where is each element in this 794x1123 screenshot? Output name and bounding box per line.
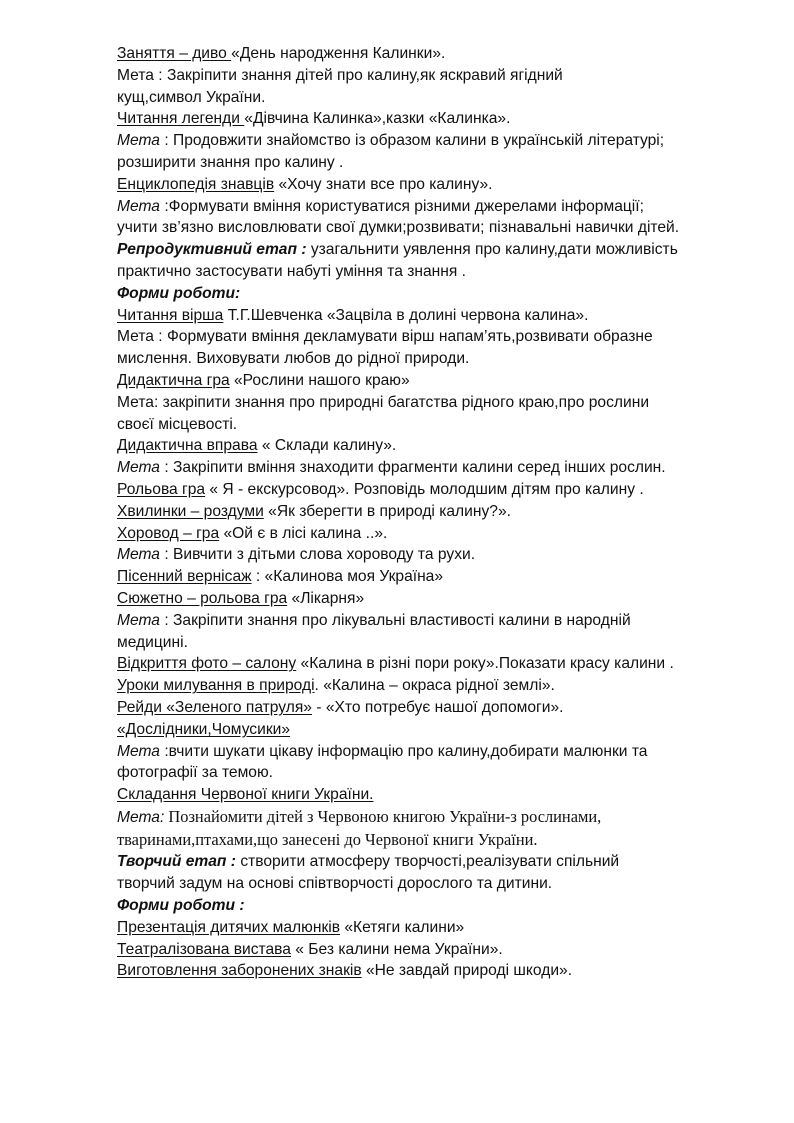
text-run: Т.Г.Шевченка «Зацвіла в долині червона калина».	[223, 306, 589, 324]
text-run: «Лікарня»	[287, 589, 365, 607]
goal-label: Мета	[117, 132, 160, 150]
text-run: Мета : Формувати вміння декламувати вірш напам’ять,розвивати образне	[117, 328, 653, 346]
text-line	[117, 851, 757, 873]
text-run: практично застосувати набуті уміння та знання .	[117, 262, 467, 280]
section-heading: Пісенний вернісаж	[117, 568, 252, 586]
section-heading: Рольова гра	[117, 480, 206, 498]
text-line	[117, 501, 757, 523]
text-run: :вчити шукати цікаву інформацію про калину,добирати малюнки та	[159, 742, 648, 760]
text-line	[117, 719, 757, 741]
text-run: творчий задум на основі співтворчості дорослого та дитини.	[117, 875, 553, 893]
section-heading: Складання Червоної книги України.	[117, 786, 374, 804]
text-line	[117, 829, 757, 852]
text-line	[117, 523, 757, 545]
section-heading: Читання вірша	[117, 306, 224, 324]
stage-heading: Форми роботи :	[117, 897, 245, 915]
text-run: розширити знання про калину .	[117, 153, 344, 171]
text-line	[117, 196, 757, 218]
text-run: : Продовжити знайомство із образом калини в українській літературі;	[159, 132, 665, 150]
section-heading: «Дослідники,Чомусики»	[117, 720, 291, 738]
section-heading: Уроки милування в природі	[117, 677, 315, 695]
section-heading: Відкриття фото – салону	[117, 655, 297, 673]
text-run: створити атмосферу творчості,реалізувати спільний	[235, 853, 620, 871]
text-run: фотографії за темою.	[117, 764, 274, 782]
goal-label: Мета	[117, 742, 160, 760]
text-line	[117, 348, 757, 370]
text-line	[117, 653, 757, 675]
text-line	[117, 566, 757, 588]
text-run: : Закріпити вміння знаходити фрагменти калини серед інших рослин.	[159, 459, 666, 477]
section-heading: Енциклопедія знавців	[117, 175, 275, 193]
text-run: : «Калинова моя Україна»	[251, 568, 444, 586]
section-heading: Дидактична гра	[117, 371, 230, 389]
text-line	[117, 435, 757, 457]
text-run: :Формувати вміння користуватися різними джерелами інформації;	[159, 197, 644, 215]
section-heading: Заняття – диво	[117, 45, 232, 62]
text-run: учити зв’язно висловлювати свої думки;розвивати; пізнавальні навички дітей.	[117, 219, 680, 237]
text-line	[117, 65, 757, 87]
text-run: : Закріпити знання про лікувальні властивості калини в народній	[159, 611, 631, 629]
text-line	[117, 261, 757, 283]
text-line	[117, 392, 757, 414]
section-heading: Сюжетно – рольова гра	[117, 589, 288, 607]
section-heading: Хоровод – гра	[117, 524, 220, 542]
text-run: «Як зберегти в природі калину?».	[263, 502, 511, 520]
text-line	[117, 873, 757, 895]
text-line	[117, 939, 757, 961]
text-run: . «Калина – окраса рідної землі».	[314, 677, 555, 695]
text-line	[117, 675, 757, 697]
section-heading: Презентація дитячих малюнків	[117, 918, 341, 936]
text-run: медицині.	[117, 633, 188, 651]
text-run: «Ой є в лісі калина ..».	[219, 524, 388, 542]
text-line	[117, 544, 757, 566]
text-line	[117, 895, 757, 917]
text-run: «Калина в різні пори року».Показати красу калини .	[296, 655, 674, 673]
text-run: «Рослини нашого краю»	[229, 371, 410, 389]
goal-label: Мета	[117, 611, 160, 629]
goal-label: Мета	[117, 459, 160, 477]
text-line	[117, 217, 757, 239]
text-run: мислення. Виховувати любов до рідної природи.	[117, 350, 470, 368]
text-line	[117, 917, 757, 939]
text-line	[117, 87, 757, 109]
text-line	[117, 762, 757, 784]
text-run: «День народження Калинки».	[231, 45, 446, 62]
text-run: « Без калини нема України».	[290, 940, 503, 958]
text-run: « Склади калину».	[257, 437, 397, 455]
text-line	[117, 108, 757, 130]
text-line	[117, 784, 757, 806]
section-heading: Виготовлення заборонених знаків	[117, 962, 362, 980]
text-run: Познайомити дітей з Червоною книгою України-з рослинами,	[164, 806, 602, 826]
section-heading: Читання легенди	[117, 110, 245, 128]
text-line	[117, 806, 757, 829]
goal-label: Мета:	[117, 808, 165, 826]
text-run: «Дівчина Калинка»,казки «Калинка».	[244, 110, 511, 128]
text-run: : Вивчити з дітьми слова хороводу та рухи.	[159, 546, 476, 564]
text-run: кущ,символ України.	[117, 88, 266, 106]
text-line	[117, 283, 757, 305]
text-run: Мета : Закріпити знання дітей про калину,як яскравий ягідний	[117, 66, 563, 84]
stage-heading: Репродуктивний етап :	[117, 241, 307, 259]
text-line	[117, 305, 757, 327]
text-line	[117, 479, 757, 501]
section-heading: Хвилинки – роздуми	[117, 502, 264, 520]
text-run: «Кетяги калини»	[340, 918, 465, 936]
text-line	[117, 130, 757, 152]
text-line	[117, 697, 757, 719]
text-line	[117, 457, 757, 479]
document-page	[117, 43, 757, 982]
text-line	[117, 174, 757, 196]
goal-label: Мета	[117, 197, 160, 215]
text-line	[117, 414, 757, 436]
text-line	[117, 741, 757, 763]
text-line	[117, 960, 757, 982]
stage-heading: Творчий етап :	[117, 853, 236, 871]
text-line	[117, 239, 757, 261]
section-heading: Рейди «Зеленого патруля»	[117, 698, 312, 716]
section-heading: Театралізована вистава	[117, 940, 291, 958]
text-run: - «Хто потребує нашої допомоги».	[311, 698, 564, 716]
text-line	[117, 152, 757, 174]
goal-label: Мета	[117, 546, 160, 564]
text-line	[117, 588, 757, 610]
text-line	[117, 632, 757, 654]
text-run: Мета: закріпити знання про природні багатства рідного краю,про рослини	[117, 393, 650, 411]
text-run: узагальнити уявлення про калину,дати можливість	[306, 241, 678, 259]
text-run: «Не завдай природі шкоди».	[361, 962, 573, 980]
text-line	[117, 326, 757, 348]
text-line	[117, 43, 757, 65]
text-run: своєї місцевості.	[117, 415, 238, 433]
stage-heading: Форми роботи:	[117, 284, 241, 302]
section-heading: Дидактична вправа	[117, 437, 258, 455]
text-line	[117, 610, 757, 632]
text-run: «Хочу знати все про калину».	[274, 175, 493, 193]
text-run: тваринами,птахами,що занесені до Червоної книги України.	[117, 829, 538, 849]
text-line	[117, 370, 757, 392]
text-run: « Я - екскурсовод». Розповідь молодшим дітям про калину .	[205, 480, 644, 498]
